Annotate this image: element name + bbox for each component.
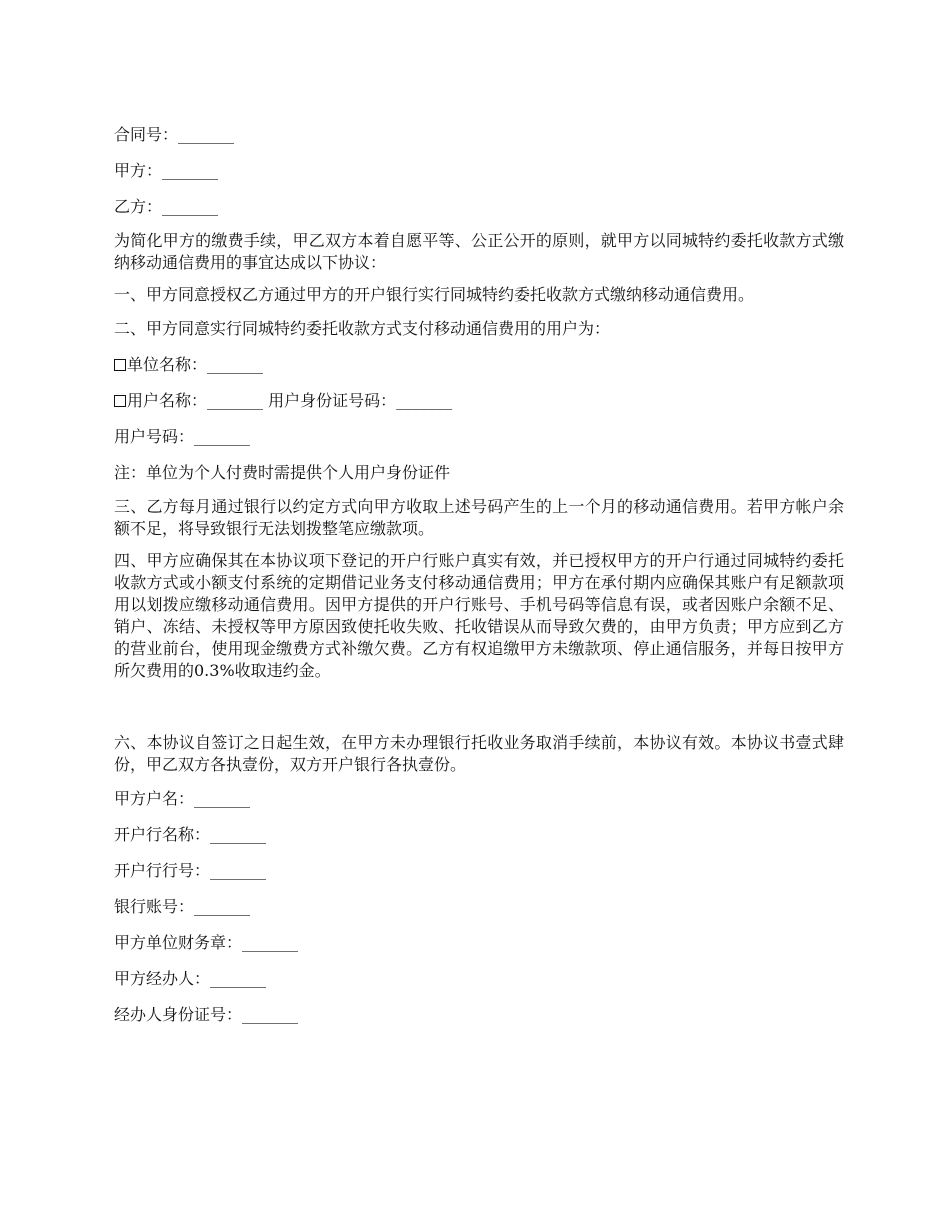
unit-name-row (114, 354, 844, 376)
user-checkbox[interactable] (114, 395, 126, 407)
party-a: 甲方：_______ (114, 161, 219, 180)
contract-number: 合同号：_______ (114, 125, 235, 144)
field-handler-id: 经办人身份证号：_______ (114, 1005, 299, 1024)
user-name-row (114, 390, 844, 412)
user-number: 用户号码：_______ (114, 427, 251, 446)
field-account-name: 甲方户名：_______ (114, 789, 251, 808)
party-b: 乙方：_______ (114, 197, 219, 216)
field-bank-account: 银行账号：_______ (114, 897, 251, 916)
note: 注：单位为个人付费时需提供个人用户身份证件 (114, 463, 451, 482)
clause-3: 三、乙方每月通过银行以约定方式向甲方收取上述号码产生的上一个月的移动通信费用。若甲方帐户余额不足，将导致银行无法划拨整笔应缴款项。 (114, 497, 844, 538)
clause-4: 四、甲方应确保其在本协议项下登记的开户行账户真实有效，并已授权甲方的开户行通过同城特约委托收款方式或小额支付系统的定期借记业务支付移动通信费用；甲方在承付期内应确保其账户有足额款项用以划拨应缴移动通信费用。因甲方提供的开户行账号、手机号码等信息有误，或者因账户余额不足、销户、冻结、未授权等甲方原因致使托收失败、托收错误从而导致欠费的，由甲方负责；甲方应到乙方的营业前台，使用现金缴费方式补缴欠费。乙方有权追缴甲方未缴款项、停止通信服务，并每日按甲方所欠费用的0.3%收取违约金。 (114, 551, 844, 680)
intro-paragraph: 为简化甲方的缴费手续，甲乙双方本着自愿平等、公正公开的原则，就甲方以同城特约委托收款方式缴纳移动通信费用的事宜达成以下协议： (114, 231, 844, 272)
unit-name-label: 单位名称：_______ (127, 355, 264, 374)
field-finance-seal: 甲方单位财务章：_______ (114, 933, 299, 952)
clause-1: 一、甲方同意授权乙方通过甲方的开户银行实行同城特约委托收款方式缴纳移动通信费用。 (114, 285, 755, 304)
user-name-label: 用户名称：_______ 用户身份证号码：_______ (127, 391, 453, 410)
clause-6: 六、本协议自签订之日起生效，在甲方未办理银行托收业务取消手续前，本协议有效。本协议书壹式肆份，甲乙双方各执壹份，双方开户银行各执壹份。 (114, 733, 844, 774)
field-handler: 甲方经办人：_______ (114, 969, 267, 988)
agreement-document (114, 124, 844, 1026)
clause-2: 二、甲方同意实行同城特约委托收款方式支付移动通信费用的用户为： (114, 319, 611, 338)
field-bank-name: 开户行名称：_______ (114, 825, 267, 844)
field-bank-code: 开户行行号：_______ (114, 861, 267, 880)
unit-checkbox[interactable] (114, 359, 126, 371)
